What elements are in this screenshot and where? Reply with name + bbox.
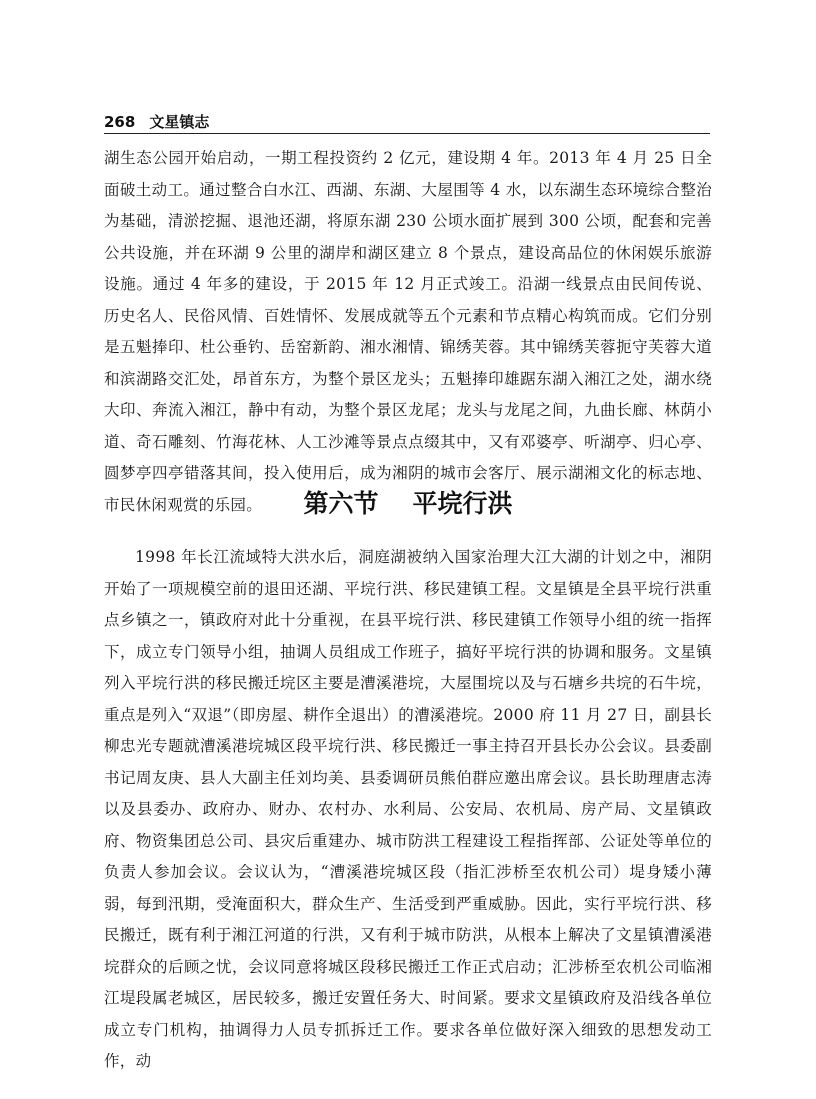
text-block-intro (104, 143, 712, 521)
paragraph-body: 1998 年长江流域特大洪水后，洞庭湖被纳入国家治理大江大湖的计划之中，湘阴开始了一项规模空前的退田还湖、平垸行洪、移民建镇工程。文星镇是全县平垸行洪重点乡镇之一，镇政府对此十分重视，在县平垸行洪、移民建镇工作领导小组的统一指挥下，成立专门领导小组，抽调人员组成工作班子，搞好平垸行洪的协调和服务。文星镇列入平垸行洪的移民搬迁垸区主要是漕溪港垸，大屋围垸以及与石塘乡共垸的石牛垸，重点是列入“双退”（即房屋、耕作全退出）的漕溪港垸。2000 府 11 月 27 日，副县长柳忠光专题就漕溪港垸城区段平垸行洪、移民搬迁一事主持召开县长办公会议。县委副书记周友庚、县人大副主任刘均美、县委调研员熊伯群应邀出席会议。县长助理唐志涛以及县委办、政府办、财办、农村办、水利局、公安局、农机局、房产局、文星镇政府、物资集团总公司、县灾后重建办、城市防洪工程建设工程指挥部、公证处等单位的负责人参加会议。会议认为，“漕溪港垸城区段（指汇涉桥至农机公司）堤身矮小薄弱，每到汛期，受淹面积大，群众生产、生活受到严重威胁。因此，实行平垸行洪、移民搬迁，既有利于湘江河道的行洪，又有利于城市防洪，从根本上解决了文星镇漕溪港垸群众的后顾之忧，会议同意将城区段移民搬迁工作正式启动；汇涉桥至农机公司临湘江堤段属老城区，居民较多，搬迁安置任务大、时间紧。要求文星镇政府及沿线各单位成立专门机构，抽调得力人员专抓拆迁工作。要求各单位做好深入细致的思想发动工作，动 (104, 548, 712, 1070)
running-header (104, 113, 710, 134)
section-label: 第六节 (303, 489, 379, 518)
page-number: 268 (104, 113, 136, 131)
section-title: 平垸行洪 (412, 489, 513, 518)
section-heading (104, 486, 712, 522)
text-block-section (104, 542, 712, 1078)
paragraph-continuation: 湖生态公园开始启动，一期工程投资约 2 亿元，建设期 4 年。2013 年 4 月 25 日全面破土动工。通过整合白水江、西湖、东湖、大屋围等 4 水，以东湖生态环境综合整治为基础，清淤挖掘、退池还湖，将原东湖 230 公顷水面扩展到 300 公顷，配套和完善公共设施，并在环湖 9 公里的湖岸和湖区建立 8 个景点，建设高品位的休闲娱乐旅游设施。通过 4 年多的建设，于 2015 年 12 月正式竣工。沿湖一线景点由民间传说、历史名人、民俗风情、百姓情怀、发展成就等五个元素和节点精心构筑而成。它们分别是五魁捧印、杜公垂钓、岳窑新韵、湘水湘情、锦绣芙蓉。其中锦绣芙蓉扼守芙蓉大道和滨湖路交汇处，昂首东方，为整个景区龙头；五魁捧印雄踞东湖入湘江之处，湖水绕大印、奔流入湘江，静中有动，为整个景区龙尾；龙头与龙尾之间，九曲长廊、林荫小道、奇石雕刻、竹海花林、人工沙滩等景点点缀其中，又有邓婆亭、听湖亭、归心亭、圆梦亭四亭错落其间，投入使用后，成为湘阴的城市会客厅、展示湖湘文化的标志地、市民休闲观赏的乐园。 (104, 149, 712, 514)
book-title: 文星镇志 (149, 113, 210, 131)
